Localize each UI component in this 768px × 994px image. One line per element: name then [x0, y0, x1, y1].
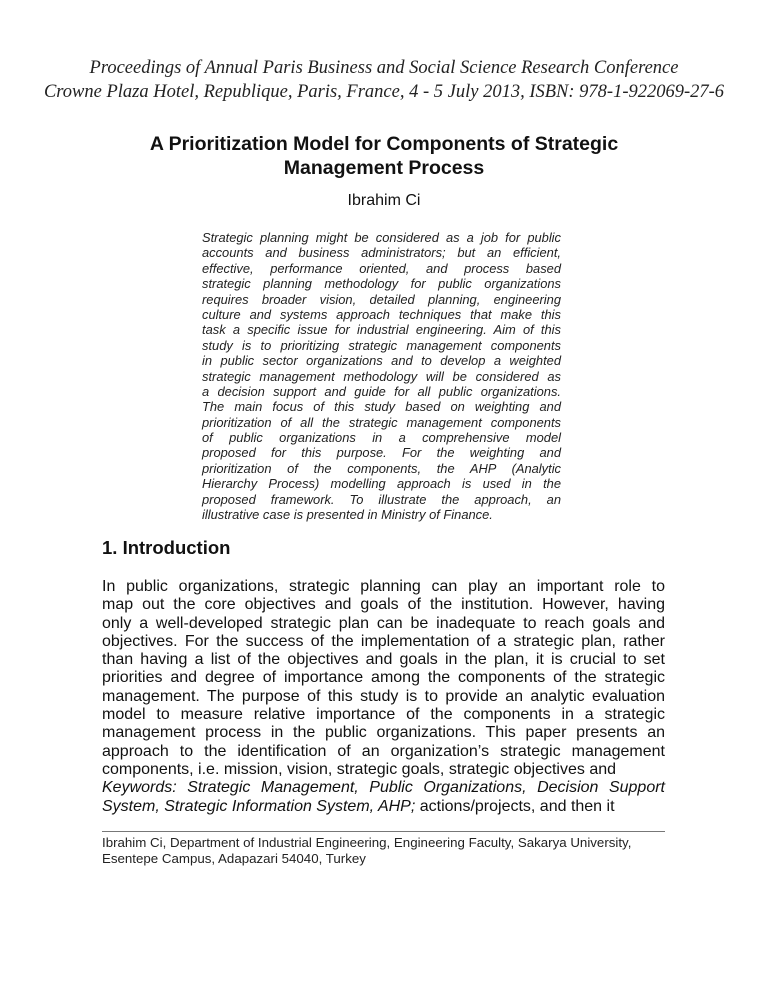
abstract-line: illustrative case is presented in Ministry of Finance.: [202, 507, 493, 523]
intro-line: management process in the public organizations. This paper presents an: [102, 724, 665, 742]
abstract: [202, 230, 561, 522]
intro-line: model to measure relative importance of the components in a strategic: [102, 706, 665, 724]
intro-line: management. The purpose of this study is to provide an analytic evaluation: [102, 687, 665, 705]
abstract-line: The main focus of this study based on weighting and: [202, 399, 561, 415]
abstract-line: task a specific issue for industrial engineering. Aim of this: [202, 322, 561, 338]
paper-title-line-2: Management Process: [283, 156, 485, 179]
intro-line: than having a list of the objectives and goals in the plan, it is crucial to set: [102, 651, 665, 669]
footnote-divider: [102, 831, 665, 832]
intro-line: objectives. For the success of the implementation of a strategic plan, rather: [102, 632, 665, 650]
abstract-line: proposed framework. To illustrate the approach, an: [202, 491, 561, 507]
intro-line: In public organizations, strategic planning can play an important role to: [102, 578, 665, 595]
intro-line: only a well-developed strategic plan can be inadequate to reach goals and: [102, 614, 665, 632]
abstract-line: prioritization of all the strategic management components: [202, 414, 561, 430]
paper-title-line-1: A Prioritization Model for Components of Strategic: [149, 133, 619, 155]
intro-line: priorities and degree of importance among the components of the strategic: [102, 669, 665, 687]
keywords-line-2: [102, 798, 665, 816]
author-footnote: [102, 835, 665, 866]
abstract-line: in public sector organizations and to develop a weighted: [202, 353, 561, 369]
abstract-line: culture and systems approach techniques that make this: [202, 306, 561, 322]
abstract-line: accounts and business administrators; but an efficient,: [202, 245, 561, 261]
section-heading: 1. Introduction: [102, 537, 231, 558]
author: Ibrahim Ci: [347, 192, 421, 209]
intro-line: map out the core objectives and goals of the institution. However, having: [102, 596, 665, 614]
keywords-italic: System, Strategic Information System, AHP;: [102, 797, 416, 815]
abstract-line: strategic planning methodology for public organizations: [202, 276, 561, 292]
footnote-line-2: Esentepe Campus, Adapazari 54040, Turkey: [102, 850, 366, 866]
keywords-continuation: actions/projects, and then it: [415, 797, 615, 815]
conference-header-line-2: Crowne Plaza Hotel, Republique, Paris, France, 4 - 5 July 2013, ISBN: 978-1-922069-27-6: [43, 82, 725, 102]
intro-line: components, i.e. mission, vision, strategic goals, strategic objectives and: [102, 760, 617, 778]
keywords-line-1: Keywords: Strategic Management, Public Organizations, Decision Support: [102, 779, 665, 797]
abstract-line: requires broader vision, detailed planning, engineering: [202, 291, 561, 307]
abstract-line: strategic management methodology will be considered as: [202, 368, 561, 384]
footnote-line-1: Ibrahim Ci, Department of Industrial Engineering, Engineering Faculty, Sakarya University,: [102, 835, 632, 850]
abstract-line: proposed for this purpose. For the weighting and: [202, 445, 561, 461]
abstract-line: prioritization of the components, the AHP (Analytic: [202, 460, 561, 476]
abstract-line: of public organizations in a comprehensive model: [202, 430, 561, 446]
paper-title: [0, 133, 768, 180]
abstract-line: effective, performance oriented, and process based: [202, 260, 561, 276]
abstract-line: Hierarchy Process) modelling approach is used in the: [202, 476, 561, 492]
abstract-line: study is to prioritizing strategic management components: [202, 337, 561, 353]
abstract-line: a decision support and guide for all public organizations.: [202, 383, 561, 399]
intro-line: approach to the identification of an organization’s strategic management: [102, 742, 665, 760]
abstract-line: Strategic planning might be considered as a job for public: [202, 230, 561, 245]
introduction-body: [102, 578, 665, 816]
conference-header-line-1: Proceedings of Annual Paris Business and Social Science Research Conference: [89, 58, 679, 78]
